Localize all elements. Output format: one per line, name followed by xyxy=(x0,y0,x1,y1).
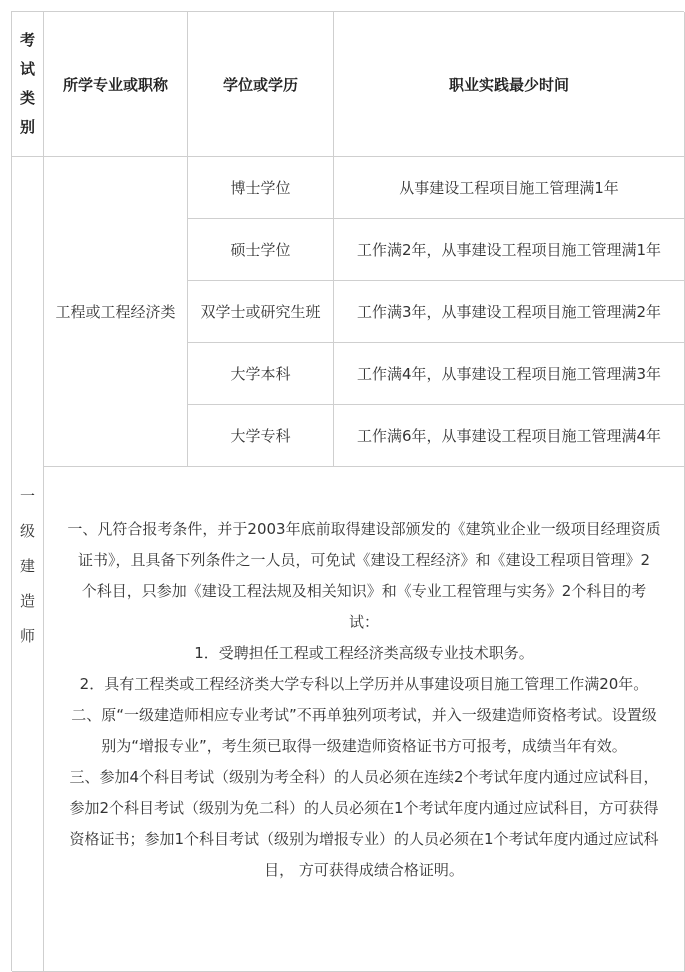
header-major: 所学专业或职称 xyxy=(44,12,188,157)
note-line: 2．具有工程类或工程经济类大学专科以上学历并从事建设项目施工管理工作满20年。 xyxy=(79,675,649,693)
header-practice-time: 职业实践最少时间 xyxy=(334,12,685,157)
notes-cell xyxy=(44,467,685,972)
note-line: 别为“增报专业”，考生须已取得一级建造师资格证书方可报考，成绩当年有效。 xyxy=(101,737,627,755)
note-line: 个科目，只参加《建设工程法规及相关知识》和《专业工程管理与实务》2个科目的考 xyxy=(81,582,647,600)
table-row-time: 工作满4年，从事建设工程项目施工管理满3年 xyxy=(334,343,685,405)
table-row-time: 工作满3年，从事建设工程项目施工管理满2年 xyxy=(334,281,685,343)
table-row-time: 工作满6年，从事建设工程项目施工管理满4年 xyxy=(334,405,685,467)
header-char: 类 xyxy=(19,89,35,107)
note-line: 参加2个科目考试（级别为免二科）的人员必须在1个考试年度内通过应试科目，方可获得 xyxy=(69,799,659,817)
requirements-table xyxy=(11,11,684,971)
table-row-degree: 大学本科 xyxy=(188,343,334,405)
header-char: 试 xyxy=(19,60,35,78)
table-row-degree: 双学士或研究生班 xyxy=(188,281,334,343)
table-row-degree: 博士学位 xyxy=(188,157,334,219)
category-char: 一 xyxy=(19,487,35,505)
header-degree: 学位或学历 xyxy=(188,12,334,157)
note-line: 三、参加4个科目考试（级别为考全科）的人员必须在连续2个考试年度内通过应试科目， xyxy=(69,768,659,786)
category-char: 师 xyxy=(19,627,35,645)
major-cell: 工程或工程经济类 xyxy=(44,157,188,467)
table-row-degree: 硕士学位 xyxy=(188,219,334,281)
header-char: 考 xyxy=(19,31,35,49)
category-char: 造 xyxy=(19,592,35,610)
note-line: 1．受聘担任工程或工程经济类高级专业技术职务。 xyxy=(194,644,534,662)
table-row-time: 工作满2年，从事建设工程项目施工管理满1年 xyxy=(334,219,685,281)
table-row-time: 从事建设工程项目施工管理满1年 xyxy=(334,157,685,219)
header-exam-category xyxy=(12,12,44,157)
header-char: 别 xyxy=(19,118,35,136)
note-line: 证书》，且具备下列条件之一人员，可免试《建设工程经济》和《建设工程项目管理》2 xyxy=(77,551,651,569)
category-char: 级 xyxy=(19,522,35,540)
table-row-degree: 大学专科 xyxy=(188,405,334,467)
note-line: 一、凡符合报考条件，并于2003年底前取得建设部颁发的《建筑业企业一级项目经理资质 xyxy=(67,520,661,538)
note-line: 资格证书；参加1个科目考试（级别为增报专业）的人员必须在1个考试年度内通过应试科 xyxy=(69,830,659,848)
category-char: 建 xyxy=(19,557,35,575)
note-line: 目， 方可获得成绩合格证明。 xyxy=(264,861,464,879)
note-line: 二、原“一级建造师相应专业考试”不再单独列项考试，并入一级建造师资格考试。设置级 xyxy=(71,706,657,724)
note-line: 试： xyxy=(348,613,379,631)
exam-category-cell xyxy=(12,157,44,972)
